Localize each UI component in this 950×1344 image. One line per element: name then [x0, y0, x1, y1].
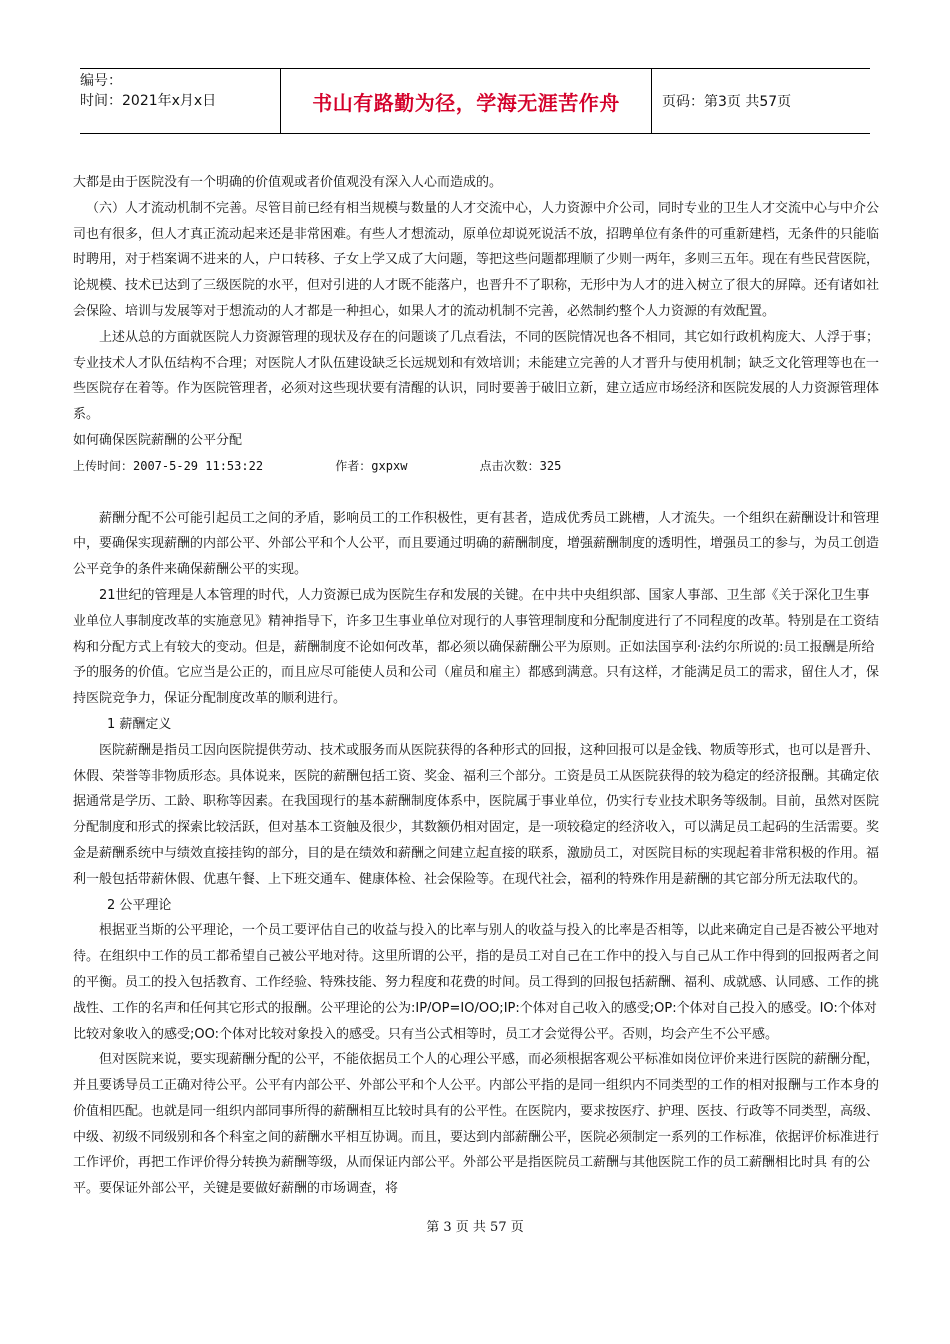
- header-info: [80, 69, 280, 133]
- paragraph: 薪酬分配不公可能引起员工之间的矛盾，影响员工的工作积极性，更有甚者，造成优秀员工跳槽，人才流失。一个组织在薪酬设计和管理中，要确保实现薪酬的内部公平、外部公平和个人公平，而且要通过明确的薪酬制度，增强薪酬制度的透明性，增强员工的参与，为员工创造公平竞争的条件来确保薪酬公平的实现。: [73, 510, 880, 578]
- motto-banner: 书山有路勤为径，学海无涯苦作舟: [280, 69, 652, 133]
- code-label: 编号：: [80, 73, 122, 89]
- section-heading: 1 薪酬定义: [107, 716, 172, 732]
- paragraph: 大都是由于医院没有一个明确的价值观或者价值观没有深入人心而造成的。: [73, 175, 503, 190]
- time-label: 时间：2021年x月x日: [80, 93, 217, 109]
- paragraph: 医院薪酬是指员工因向医院提供劳动、技术或服务而从医院获得的各种形式的回报，这种回报可以是金钱、物质等形式，也可以是晋升、休假、荣誉等非物质形态。具体说来，医院的薪酬包括工资、奖金、福利三个部分。工资是员工从医院获得的较为稳定的经济报酬。其确定依据通常是学历、工龄、职称等因素。在我国现行的基本薪酬制度体系中，医院属于事业单位，仍实行专业技术职务等级制。目前，虽然对医院分配制度和形式的探索比较活跃，但对基本工资触及很少，其数额仍相对固定，是一项较稳定的经济收入，可以满足员工起码的生活需要。奖金是薪酬系统中与绩效直接挂钩的部分，目的是在绩效和薪酬之间建立起直接的联系，激励员工，对医院目标的实现起着非常积极的作用。福利一般包括带薪休假、优惠午餐、上下班交通车、健康体检、社会保险等。在现代社会，福利的特殊作用是薪酬的其它部分所无法取代的。: [73, 742, 880, 887]
- page-number-label: 页码：第3页 共57页: [662, 94, 792, 110]
- article-meta: 上传时间：2007-5-29 11:53:22 作者：gxpxw 点击次数：325: [73, 458, 562, 473]
- paragraph: 根据亚当斯的公平理论，一个员工要评估自己的收益与投入的比率与别人的收益与投入的比率是否相等，以此来确定自己是否被公平地对待。在组织中工作的员工都希望自己被公平地对待。这里所谓的公平，指的是员工对自己在工作中的投入与自己从工作中得到的回报两者之间的平衡。员工的投入包括教育、工作经验、特殊技能、努力程度和花费的时间。员工得到的回报包括薪酬、福利、成就感、认同感、工作的挑战性、工作的名声和任何其它形式的报酬。公平理论的公为:IP/OP=IO/OO;IP:个体对自己收入的感受;OP:个体对自己投入的感受。IO:个体对比较对象收入的感受;OO:个体对比较对象投入的感受。只有当公式相等时，员工才会觉得公平。否则，均会产生不公平感。: [73, 923, 880, 1042]
- article-title: 如何确保医院薪酬的公平分配: [73, 432, 243, 448]
- section-heading: 2 公平理论: [107, 897, 172, 913]
- paragraph: 21世纪的管理是人本管理的时代，人力资源已成为医院生存和发展的关键。在中共中央组织部、国家人事部、卫生部《关于深化卫生事业单位人事制度改革的实施意见》精神指导下，许多卫生事业单位对现行的人事管理制度和分配制度进行了不同程度的改革。特别是在工资结构和分配方式上有较大的变动。但是，薪酬制度不论如何改革，都必须以确保薪酬公平为原则。正如法国享利·法约尔所说的:员工报酬是所给予的服务的价值。它应当是公正的，而且应尽可能使人员和公司（雇员和雇主）都感到满意。只有这样，才能满足员工的需求，留住人才，保持医院竞争力，保证分配制度改革的顺利进行。: [73, 587, 880, 707]
- page-header: [80, 68, 870, 134]
- page-footer: 第 3 页 共 57 页: [426, 1220, 524, 1235]
- paragraph: （六）人才流动机制不完善。尽管目前已经有相当规模与数量的人才交流中心，人力资源中介公司，同时专业的卫生人才交流中心与中介公司也有很多，但人才真正流动起来还是非常困难。有些人才想流动，原单位却说死说活不放，招聘单位有条件的可重新建档，无条件的只能临时聘用，对于档案调不进来的人，户口转移、子女上学又成了大问题，等把这些问题都理顺了少则一两年，多则三五年。现在有些民营医院，论规模、技术已达到了三级医院的水平，但对引进的人才既不能落户，也晋升不了职称，无形中为人才的进入树立了很大的屏障。还有诸如社会保险、培训与发展等对于想流动的人才都是一种担心，如果人才的流动机制不完善，必然制约整个人力资源的有效配置。: [73, 200, 880, 319]
- document-body: [73, 170, 881, 1202]
- paragraph: 但对医院来说，要实现薪酬分配的公平，不能依据员工个人的心理公平感，而必须根据客观公平标准如岗位评价来进行医院的薪酬分配，并且要诱导员工正确对待公平。公平有内部公平、外部公平和个人公平。内部公平指的是同一组织内不同类型的工作的相对报酬与工作本身的价值相匹配。也就是同一组织内部同事所得的薪酬相互比较时具有的公平性。在医院内，要求按医疗、护理、医技、行政等不同类型，高级、中级、初级不同级别和各个科室之间的薪酬水平相互协调。而且，要达到内部薪酬公平，医院必须制定一系列的工作标准，依据评价标准进行工作评价，再把工作评价得分转换为薪酬等级，从而保证内部公平。外部公平是指医院员工薪酬与其他医院工作的员工薪酬相比时具 有的公平。要保证外部公平，关键是要做好薪酬的市场调查，将: [73, 1052, 880, 1197]
- paragraph: 上述从总的方面就医院人力资源管理的现状及存在的问题谈了几点看法，不同的医院情况也各不相同，其它如行政机构庞大、人浮于事；专业技术人才队伍结构不合理；对医院人才队伍建设缺乏长远规划和有效培训；未能建立完善的人才晋升与使用机制；缺乏文化管理等也在一些医院存在着等。作为医院管理者，必须对这些现状要有清醒的认识，同时要善于破旧立新，建立适应市场经济和医院发展的人力资源管理体系。: [73, 329, 880, 423]
